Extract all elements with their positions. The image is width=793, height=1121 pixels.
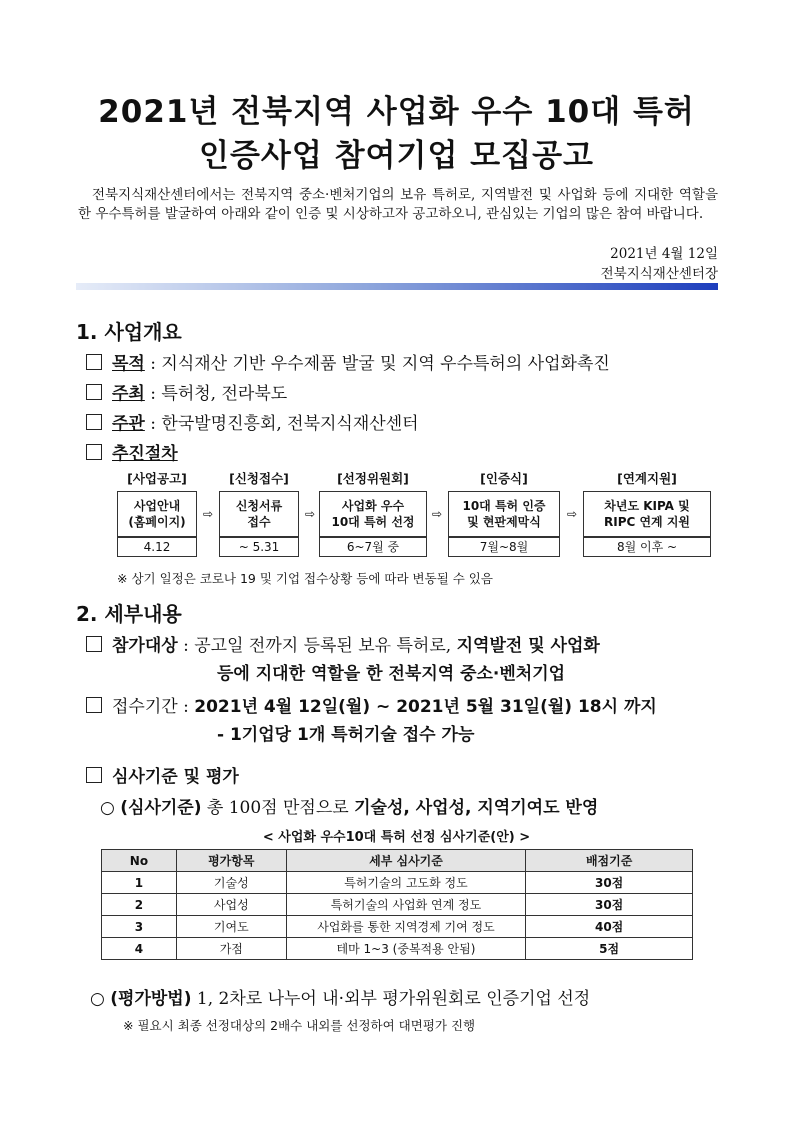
- criteria-text: 총 100점 만점으로: [206, 798, 349, 818]
- procedure-item: [86, 439, 178, 464]
- method-item: ○ (평가방법) 1, 2차로 나누어 내·외부 평가위원회로 인증기업 선정: [90, 989, 591, 1009]
- divider-bar: [76, 283, 718, 290]
- flow-step-label: [인증식]: [480, 471, 528, 486]
- intro-paragraph: 전북지식재산센터에서는 전북지역 중소·벤처기업의 보유 특허로, 지역발전 및 사업화 등에 지대한 역할을 한 우수특허를 발굴하여 아래와 같이 인증 및 시상하고자 공고하오니, 관심있는 기업의 많은 참여 바랍니다.: [78, 187, 718, 222]
- host-label: 주최: [112, 384, 145, 404]
- flow-step-date: 4.12: [117, 537, 197, 557]
- cell-no: 4: [102, 938, 177, 960]
- host-item: 주최 : 특허청, 전라북도: [86, 379, 287, 404]
- table-row: [102, 916, 693, 938]
- criteria-item: ○ (심사기준) 총 100점 만점으로 기술성, 사업성, 지역기여도 반영: [100, 798, 599, 818]
- page-title-line1: 2021년 전북지역 사업화 우수 10대 특허: [98, 94, 695, 130]
- target-text: 공고일 전까지 등록된 보유 특허로,: [194, 636, 452, 656]
- method-text: 1, 2차로 나누어 내·외부 평가위원회로 인증기업 선정: [196, 989, 591, 1009]
- purpose-text: 지식재산 기반 우수제품 발굴 및 지역 우수특허의 사업화촉진: [161, 354, 610, 374]
- period-sub: - 1기업당 1개 특허기술 접수 가능: [217, 725, 475, 745]
- checkbox-icon: [86, 444, 102, 460]
- issuer: 전북지식재산센터장: [600, 266, 718, 282]
- checkbox-icon: [86, 414, 102, 430]
- checkbox-icon: [86, 384, 102, 400]
- procedure-flow: [117, 469, 712, 564]
- flow-step-box: 신청서류 접수: [219, 491, 299, 537]
- col-header: 배점기준: [526, 850, 693, 872]
- checkbox-icon: [86, 354, 102, 370]
- col-header: 세부 심사기준: [286, 850, 526, 872]
- arrow-right-icon: ⇨: [431, 507, 443, 521]
- purpose-label: 목적: [112, 354, 145, 374]
- flow-step-box: 차년도 KIPA 및 RIPC 연계 지원: [583, 491, 711, 537]
- cell-no: 3: [102, 916, 177, 938]
- evaluation-item: [86, 762, 239, 787]
- section2-heading: 2. 세부내용: [76, 602, 182, 626]
- checkbox-icon: [86, 697, 102, 713]
- purpose-item: 목적 : 지식재산 기반 우수제품 발굴 및 지역 우수특허의 사업화촉진: [86, 349, 610, 374]
- flow-step-label: [연계지원]: [617, 471, 677, 486]
- table-header-row: [102, 850, 693, 872]
- target-continuation: 등에 지대한 역할을 한 전북지역 중소·벤처기업: [217, 664, 566, 684]
- flow-step-box: 사업화 우수 10대 특허 선정: [319, 491, 427, 537]
- cell-criteria: 특허기술의 고도화 정도: [286, 872, 526, 894]
- cell-score: 30점: [526, 872, 693, 894]
- arrow-right-icon: ⇨: [202, 507, 214, 521]
- period-label: 접수기간: [112, 697, 178, 717]
- arrow-right-icon: ⇨: [566, 507, 578, 521]
- flow-step-date: 6~7월 중: [319, 537, 427, 557]
- flow-step-box: 10대 특허 인증 및 현판제막식: [448, 491, 560, 537]
- section1-heading: 1. 사업개요: [76, 320, 182, 344]
- period-item: 접수기간 : 2021년 4월 12일(월) ~ 2021년 5월 31일(월) 18시 까지: [86, 692, 657, 717]
- host-text: 특허청, 전라북도: [161, 384, 288, 404]
- flow-step-date: 7월~8월: [448, 537, 560, 557]
- organizer-item: 주관 : 한국발명진흥회, 전북지식재산센터: [86, 409, 419, 434]
- cell-criteria: 테마 1~3 (중복적용 안됨): [286, 938, 526, 960]
- criteria-bold: 기술성, 사업성, 지역기여도 반영: [354, 798, 599, 818]
- flow-step-label: [신청접수]: [229, 471, 289, 486]
- table-caption: < 사업화 우수10대 특허 선정 심사기준(안) >: [262, 830, 531, 845]
- period-text: 2021년 4월 12일(월) ~ 2021년 5월 31일(월) 18시 까지: [194, 697, 657, 717]
- organizer-label: 주관: [112, 414, 145, 434]
- checkbox-icon: [86, 767, 102, 783]
- cell-item: 가점: [176, 938, 286, 960]
- cell-criteria: 사업화를 통한 지역경제 기여 정도: [286, 916, 526, 938]
- flow-step-box: 사업안내 (홈페이지): [117, 491, 197, 537]
- organizer-text: 한국발명진흥회, 전북지식재산센터: [161, 414, 419, 434]
- flow-step-date: 8월 이후 ~: [583, 537, 711, 557]
- announcement-date: 2021년 4월 12일: [610, 246, 718, 262]
- flow-step-label: [선정위원회]: [337, 471, 409, 486]
- evaluation-label: 심사기준 및 평가: [112, 767, 239, 787]
- cell-no: 2: [102, 894, 177, 916]
- procedure-label: 추진절차: [112, 444, 178, 464]
- cell-item: 사업성: [176, 894, 286, 916]
- method-label: (평가방법): [110, 989, 192, 1009]
- target-bold: 지역발전 및 사업화: [456, 636, 600, 656]
- flow-step-date: ~ 5.31: [219, 537, 299, 557]
- table-row: [102, 938, 693, 960]
- cell-score: 5점: [526, 938, 693, 960]
- cell-no: 1: [102, 872, 177, 894]
- cell-score: 40점: [526, 916, 693, 938]
- criteria-table: [101, 849, 693, 960]
- table-row: [102, 872, 693, 894]
- method-note: ※ 필요시 최종 선정대상의 2배수 내외를 선정하여 대면평가 진행: [123, 1018, 476, 1033]
- checkbox-icon: [86, 636, 102, 652]
- page-title-line2: 인증사업 참여기업 모집공고: [199, 138, 594, 174]
- cell-item: 기여도: [176, 916, 286, 938]
- table-row: [102, 894, 693, 916]
- arrow-right-icon: ⇨: [304, 507, 316, 521]
- schedule-note: ※ 상기 일정은 코로나 19 및 기업 접수상황 등에 따라 변동될 수 있음: [117, 571, 493, 586]
- criteria-label: (심사기준): [120, 798, 202, 818]
- col-header: No: [102, 850, 177, 872]
- cell-criteria: 특허기술의 사업화 연계 정도: [286, 894, 526, 916]
- col-header: 평가항목: [176, 850, 286, 872]
- flow-step-label: [사업공고]: [127, 471, 187, 486]
- cell-score: 30점: [526, 894, 693, 916]
- target-item: 참가대상 : 공고일 전까지 등록된 보유 특허로, 지역발전 및 사업화: [86, 631, 600, 656]
- cell-item: 기술성: [176, 872, 286, 894]
- target-label: 참가대상: [112, 636, 178, 656]
